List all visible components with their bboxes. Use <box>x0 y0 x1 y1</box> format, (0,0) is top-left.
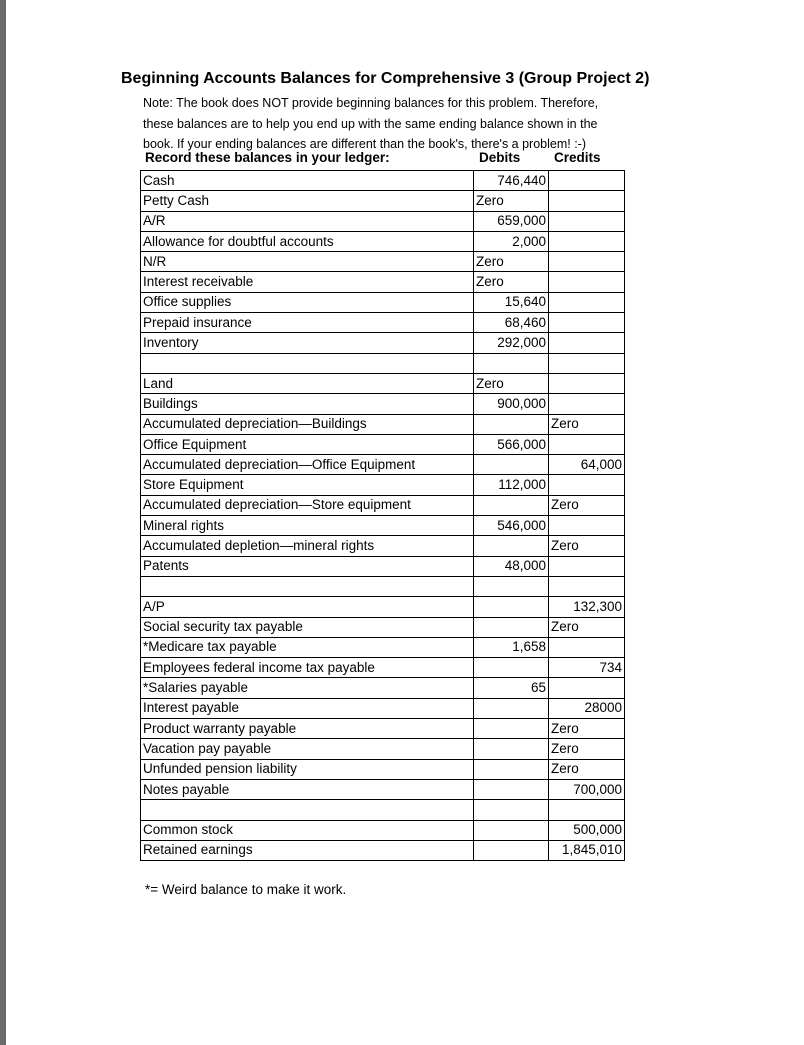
account-name-cell: Interest receivable <box>141 272 474 292</box>
account-name-cell: N/R <box>141 252 474 272</box>
table-row <box>141 313 625 333</box>
debit-cell: 15,640 <box>474 292 549 312</box>
table-row <box>141 475 625 495</box>
debit-cell <box>474 658 549 678</box>
account-name-cell: Accumulated depreciation—Office Equipment <box>141 455 474 475</box>
account-name-cell: Buildings <box>141 394 474 414</box>
debit-cell: 65 <box>474 678 549 698</box>
credit-cell <box>549 313 625 333</box>
credits-header: Credits <box>554 150 601 165</box>
credit-cell <box>549 678 625 698</box>
table-row <box>141 617 625 637</box>
account-name-cell: Accumulated depletion—mineral rights <box>141 536 474 556</box>
debit-cell <box>474 353 549 373</box>
account-name-cell: Petty Cash <box>141 191 474 211</box>
table-row <box>141 191 625 211</box>
table-row <box>141 394 625 414</box>
table-row <box>141 516 625 536</box>
debit-cell: 546,000 <box>474 516 549 536</box>
credit-cell <box>549 231 625 251</box>
table-row <box>141 333 625 353</box>
debit-cell: 566,000 <box>474 434 549 454</box>
debits-header: Debits <box>479 150 521 165</box>
note-line: these balances are to help you end up with the same ending balance shown in the <box>143 116 598 131</box>
account-name-cell: Notes payable <box>141 779 474 799</box>
debit-cell <box>474 820 549 840</box>
debit-cell: 659,000 <box>474 211 549 231</box>
table-row <box>141 231 625 251</box>
debit-cell: 112,000 <box>474 475 549 495</box>
table-row <box>141 739 625 759</box>
credit-cell <box>549 637 625 657</box>
account-name-cell: Product warranty payable <box>141 719 474 739</box>
credit-cell: Zero <box>549 536 625 556</box>
debit-cell: 48,000 <box>474 556 549 576</box>
table-row <box>141 434 625 454</box>
account-name-cell: Land <box>141 373 474 393</box>
table-row <box>141 840 625 860</box>
note-line: book. If your ending balances are different than the book's, there's a problem! :-) <box>143 137 586 151</box>
account-name-cell: Cash <box>141 171 474 191</box>
table-row <box>141 658 625 678</box>
credit-cell: Zero <box>549 719 625 739</box>
account-name-cell: Employees federal income tax payable <box>141 658 474 678</box>
debit-cell: 292,000 <box>474 333 549 353</box>
credit-cell <box>549 353 625 373</box>
account-name-cell: Office Equipment <box>141 434 474 454</box>
debit-cell <box>474 617 549 637</box>
account-name-cell: Prepaid insurance <box>141 313 474 333</box>
credit-cell <box>549 576 625 596</box>
table-row <box>141 637 625 657</box>
table-row <box>141 272 625 292</box>
debit-cell: 68,460 <box>474 313 549 333</box>
table-row <box>141 455 625 475</box>
debit-cell <box>474 576 549 596</box>
credit-cell: 28000 <box>549 698 625 718</box>
credit-cell: Zero <box>549 617 625 637</box>
debit-cell: 746,440 <box>474 171 549 191</box>
credit-cell <box>549 252 625 272</box>
debit-cell: 2,000 <box>474 231 549 251</box>
debit-cell <box>474 719 549 739</box>
credit-cell: 500,000 <box>549 820 625 840</box>
account-name-cell: Office supplies <box>141 292 474 312</box>
debit-cell: Zero <box>474 252 549 272</box>
debit-cell <box>474 698 549 718</box>
debit-cell: Zero <box>474 191 549 211</box>
account-name-cell: A/P <box>141 597 474 617</box>
account-name-cell: Store Equipment <box>141 475 474 495</box>
account-name-cell <box>141 800 474 820</box>
debit-cell <box>474 597 549 617</box>
blank-row <box>141 353 625 373</box>
account-name-cell: Retained earnings <box>141 840 474 860</box>
debit-cell <box>474 739 549 759</box>
account-name-cell: *Salaries payable <box>141 678 474 698</box>
debit-cell: 900,000 <box>474 394 549 414</box>
table-row <box>141 678 625 698</box>
account-name-cell <box>141 353 474 373</box>
account-name-cell: Inventory <box>141 333 474 353</box>
debit-cell <box>474 759 549 779</box>
account-name-cell <box>141 576 474 596</box>
credit-cell <box>549 434 625 454</box>
account-name-cell: Common stock <box>141 820 474 840</box>
credit-cell: 700,000 <box>549 779 625 799</box>
account-name-cell: Mineral rights <box>141 516 474 536</box>
credit-cell <box>549 211 625 231</box>
debit-cell <box>474 779 549 799</box>
credit-cell <box>549 292 625 312</box>
credit-cell <box>549 373 625 393</box>
credit-cell: Zero <box>549 414 625 434</box>
account-name-cell: Interest payable <box>141 698 474 718</box>
account-name-cell: Social security tax payable <box>141 617 474 637</box>
credit-cell: Zero <box>549 739 625 759</box>
table-row <box>141 292 625 312</box>
debit-cell <box>474 800 549 820</box>
account-name-cell: *Medicare tax payable <box>141 637 474 657</box>
ledger-instruction: Record these balances in your ledger: <box>145 150 390 165</box>
debit-cell <box>474 840 549 860</box>
table-row <box>141 373 625 393</box>
table-row <box>141 698 625 718</box>
credit-cell <box>549 800 625 820</box>
account-name-cell: Accumulated depreciation—Store equipment <box>141 495 474 515</box>
table-row <box>141 252 625 272</box>
table-row <box>141 820 625 840</box>
table-row <box>141 759 625 779</box>
credit-cell: 734 <box>549 658 625 678</box>
note-line: Note: The book does NOT provide beginning balances for this problem. Therefore, <box>143 96 599 110</box>
table-row <box>141 556 625 576</box>
credit-cell <box>549 171 625 191</box>
table-row <box>141 597 625 617</box>
note-paragraph <box>143 93 643 155</box>
credit-cell: Zero <box>549 759 625 779</box>
table-row <box>141 171 625 191</box>
page-title: Beginning Accounts Balances for Comprehensive 3 (Group Project 2) <box>121 70 650 87</box>
table-row <box>141 495 625 515</box>
balances-table <box>140 170 625 861</box>
debit-cell <box>474 455 549 475</box>
credit-cell: 64,000 <box>549 455 625 475</box>
debit-cell <box>474 495 549 515</box>
table-row <box>141 719 625 739</box>
footnote: *= Weird balance to make it work. <box>145 882 347 897</box>
credit-cell: 1,845,010 <box>549 840 625 860</box>
credit-cell <box>549 516 625 536</box>
credit-cell <box>549 394 625 414</box>
credit-cell <box>549 556 625 576</box>
table-row <box>141 779 625 799</box>
debit-cell: Zero <box>474 373 549 393</box>
credit-cell: Zero <box>549 495 625 515</box>
account-name-cell: Vacation pay payable <box>141 739 474 759</box>
account-name-cell: Unfunded pension liability <box>141 759 474 779</box>
blank-row <box>141 576 625 596</box>
debit-cell <box>474 536 549 556</box>
page-edge <box>0 0 6 1045</box>
credit-cell <box>549 475 625 495</box>
blank-row <box>141 800 625 820</box>
account-name-cell: Patents <box>141 556 474 576</box>
table-row <box>141 211 625 231</box>
credit-cell <box>549 272 625 292</box>
account-name-cell: Accumulated depreciation—Buildings <box>141 414 474 434</box>
credit-cell <box>549 333 625 353</box>
debit-cell: Zero <box>474 272 549 292</box>
account-name-cell: A/R <box>141 211 474 231</box>
account-name-cell: Allowance for doubtful accounts <box>141 231 474 251</box>
table-row <box>141 536 625 556</box>
credit-cell: 132,300 <box>549 597 625 617</box>
debit-cell: 1,658 <box>474 637 549 657</box>
table-row <box>141 414 625 434</box>
debit-cell <box>474 414 549 434</box>
credit-cell <box>549 191 625 211</box>
